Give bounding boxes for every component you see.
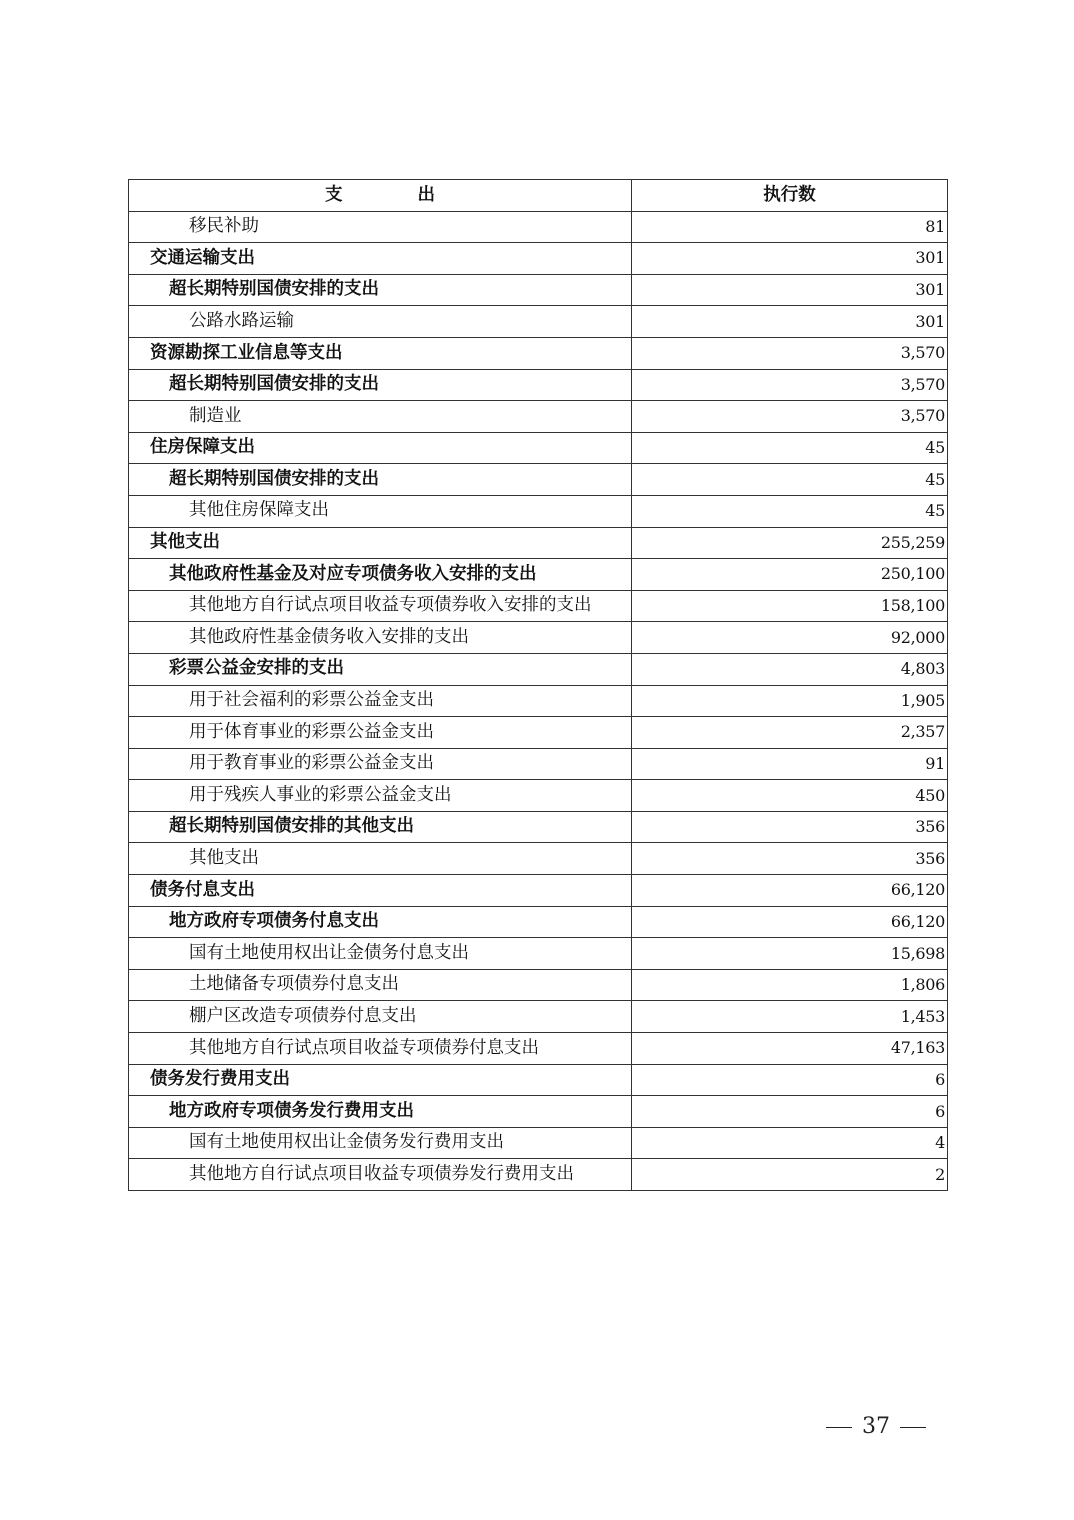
table-row — [129, 1064, 948, 1096]
row-item-name: 用于残疾人事业的彩票公益金支出 — [129, 780, 632, 812]
row-item-name: 彩票公益金安排的支出 — [129, 653, 632, 685]
row-item-name: 棚户区改造专项债券付息支出 — [129, 1001, 632, 1033]
row-item-name: 超长期特别国债安排的其他支出 — [129, 811, 632, 843]
table-row — [129, 780, 948, 812]
row-item-amount: 81 — [632, 211, 948, 243]
row-item-name: 用于教育事业的彩票公益金支出 — [129, 748, 632, 780]
table-row — [129, 875, 948, 907]
row-item-name: 债务发行费用支出 — [129, 1064, 632, 1096]
row-item-amount: 66,120 — [632, 875, 948, 907]
row-item-amount: 3,570 — [632, 369, 948, 401]
row-item-amount: 45 — [632, 464, 948, 496]
table-row — [129, 527, 948, 559]
header-expenditure-part2: 出 — [417, 184, 435, 205]
row-item-amount: 301 — [632, 274, 948, 306]
row-item-amount: 2,357 — [632, 717, 948, 749]
row-item-amount: 3,570 — [632, 401, 948, 433]
row-item-name: 交通运输支出 — [129, 243, 632, 275]
row-item-amount: 356 — [632, 843, 948, 875]
page-number-dash-left — [826, 1427, 852, 1428]
row-item-name: 其他地方自行试点项目收益专项债券收入安排的支出 — [129, 590, 632, 622]
table-row — [129, 432, 948, 464]
table-row — [129, 748, 948, 780]
row-item-amount: 450 — [632, 780, 948, 812]
page-number — [826, 1413, 926, 1441]
table-row — [129, 274, 948, 306]
row-item-amount: 4,803 — [632, 653, 948, 685]
row-item-name: 其他政府性基金及对应专项债务收入安排的支出 — [129, 559, 632, 591]
row-item-name: 其他支出 — [129, 843, 632, 875]
table-row — [129, 717, 948, 749]
row-item-amount: 45 — [632, 495, 948, 527]
row-item-amount: 15,698 — [632, 938, 948, 970]
row-item-name: 超长期特别国债安排的支出 — [129, 464, 632, 496]
table-row — [129, 906, 948, 938]
table-row — [129, 1159, 948, 1191]
row-item-name: 其他住房保障支出 — [129, 495, 632, 527]
row-item-name: 其他政府性基金债务收入安排的支出 — [129, 622, 632, 654]
row-item-name: 公路水路运输 — [129, 306, 632, 338]
table-row — [129, 1001, 948, 1033]
page-number-value: 37 — [862, 1414, 890, 1439]
table-row — [129, 1127, 948, 1159]
row-item-amount: 158,100 — [632, 590, 948, 622]
table-row — [129, 1033, 948, 1065]
row-item-name: 资源勘探工业信息等支出 — [129, 337, 632, 369]
row-item-name: 地方政府专项债务发行费用支出 — [129, 1096, 632, 1128]
row-item-name: 其他地方自行试点项目收益专项债券付息支出 — [129, 1033, 632, 1065]
row-item-amount: 47,163 — [632, 1033, 948, 1065]
table-row — [129, 653, 948, 685]
row-item-amount: 45 — [632, 432, 948, 464]
row-item-amount: 91 — [632, 748, 948, 780]
row-item-amount: 250,100 — [632, 559, 948, 591]
table-row — [129, 369, 948, 401]
row-item-name: 国有土地使用权出让金债务发行费用支出 — [129, 1127, 632, 1159]
row-item-name: 国有土地使用权出让金债务付息支出 — [129, 938, 632, 970]
table-row — [129, 843, 948, 875]
row-item-amount: 301 — [632, 243, 948, 275]
row-item-amount: 6 — [632, 1064, 948, 1096]
row-item-name: 用于社会福利的彩票公益金支出 — [129, 685, 632, 717]
table-row — [129, 337, 948, 369]
table-row — [129, 811, 948, 843]
table-row — [129, 938, 948, 970]
table-body — [129, 211, 948, 1190]
expenditure-table — [128, 179, 948, 1191]
row-item-name: 制造业 — [129, 401, 632, 433]
table-row — [129, 559, 948, 591]
row-item-name: 超长期特别国债安排的支出 — [129, 274, 632, 306]
header-expenditure — [129, 180, 632, 212]
table-row — [129, 590, 948, 622]
table-row — [129, 306, 948, 338]
row-item-name: 超长期特别国债安排的支出 — [129, 369, 632, 401]
table-row — [129, 1096, 948, 1128]
row-item-amount: 2 — [632, 1159, 948, 1191]
row-item-amount: 4 — [632, 1127, 948, 1159]
header-expenditure-part1: 支 — [325, 184, 343, 205]
row-item-name: 其他支出 — [129, 527, 632, 559]
row-item-amount: 6 — [632, 1096, 948, 1128]
row-item-amount: 66,120 — [632, 906, 948, 938]
table-row — [129, 464, 948, 496]
table-row — [129, 401, 948, 433]
table-row — [129, 243, 948, 275]
table-row — [129, 495, 948, 527]
row-item-name: 用于体育事业的彩票公益金支出 — [129, 717, 632, 749]
row-item-amount: 301 — [632, 306, 948, 338]
row-item-amount: 92,000 — [632, 622, 948, 654]
table-row — [129, 685, 948, 717]
row-item-name: 地方政府专项债务付息支出 — [129, 906, 632, 938]
table-row — [129, 622, 948, 654]
table-header-row — [129, 180, 948, 212]
row-item-amount: 1,806 — [632, 969, 948, 1001]
row-item-name: 其他地方自行试点项目收益专项债券发行费用支出 — [129, 1159, 632, 1191]
row-item-amount: 1,905 — [632, 685, 948, 717]
header-amount: 执行数 — [632, 180, 948, 212]
row-item-amount: 1,453 — [632, 1001, 948, 1033]
row-item-amount: 255,259 — [632, 527, 948, 559]
table-row — [129, 969, 948, 1001]
row-item-amount: 3,570 — [632, 337, 948, 369]
row-item-name: 住房保障支出 — [129, 432, 632, 464]
page-number-dash-right — [900, 1427, 926, 1428]
row-item-amount: 356 — [632, 811, 948, 843]
table-row — [129, 211, 948, 243]
row-item-name: 债务付息支出 — [129, 875, 632, 907]
row-item-name: 土地储备专项债券付息支出 — [129, 969, 632, 1001]
row-item-name: 移民补助 — [129, 211, 632, 243]
